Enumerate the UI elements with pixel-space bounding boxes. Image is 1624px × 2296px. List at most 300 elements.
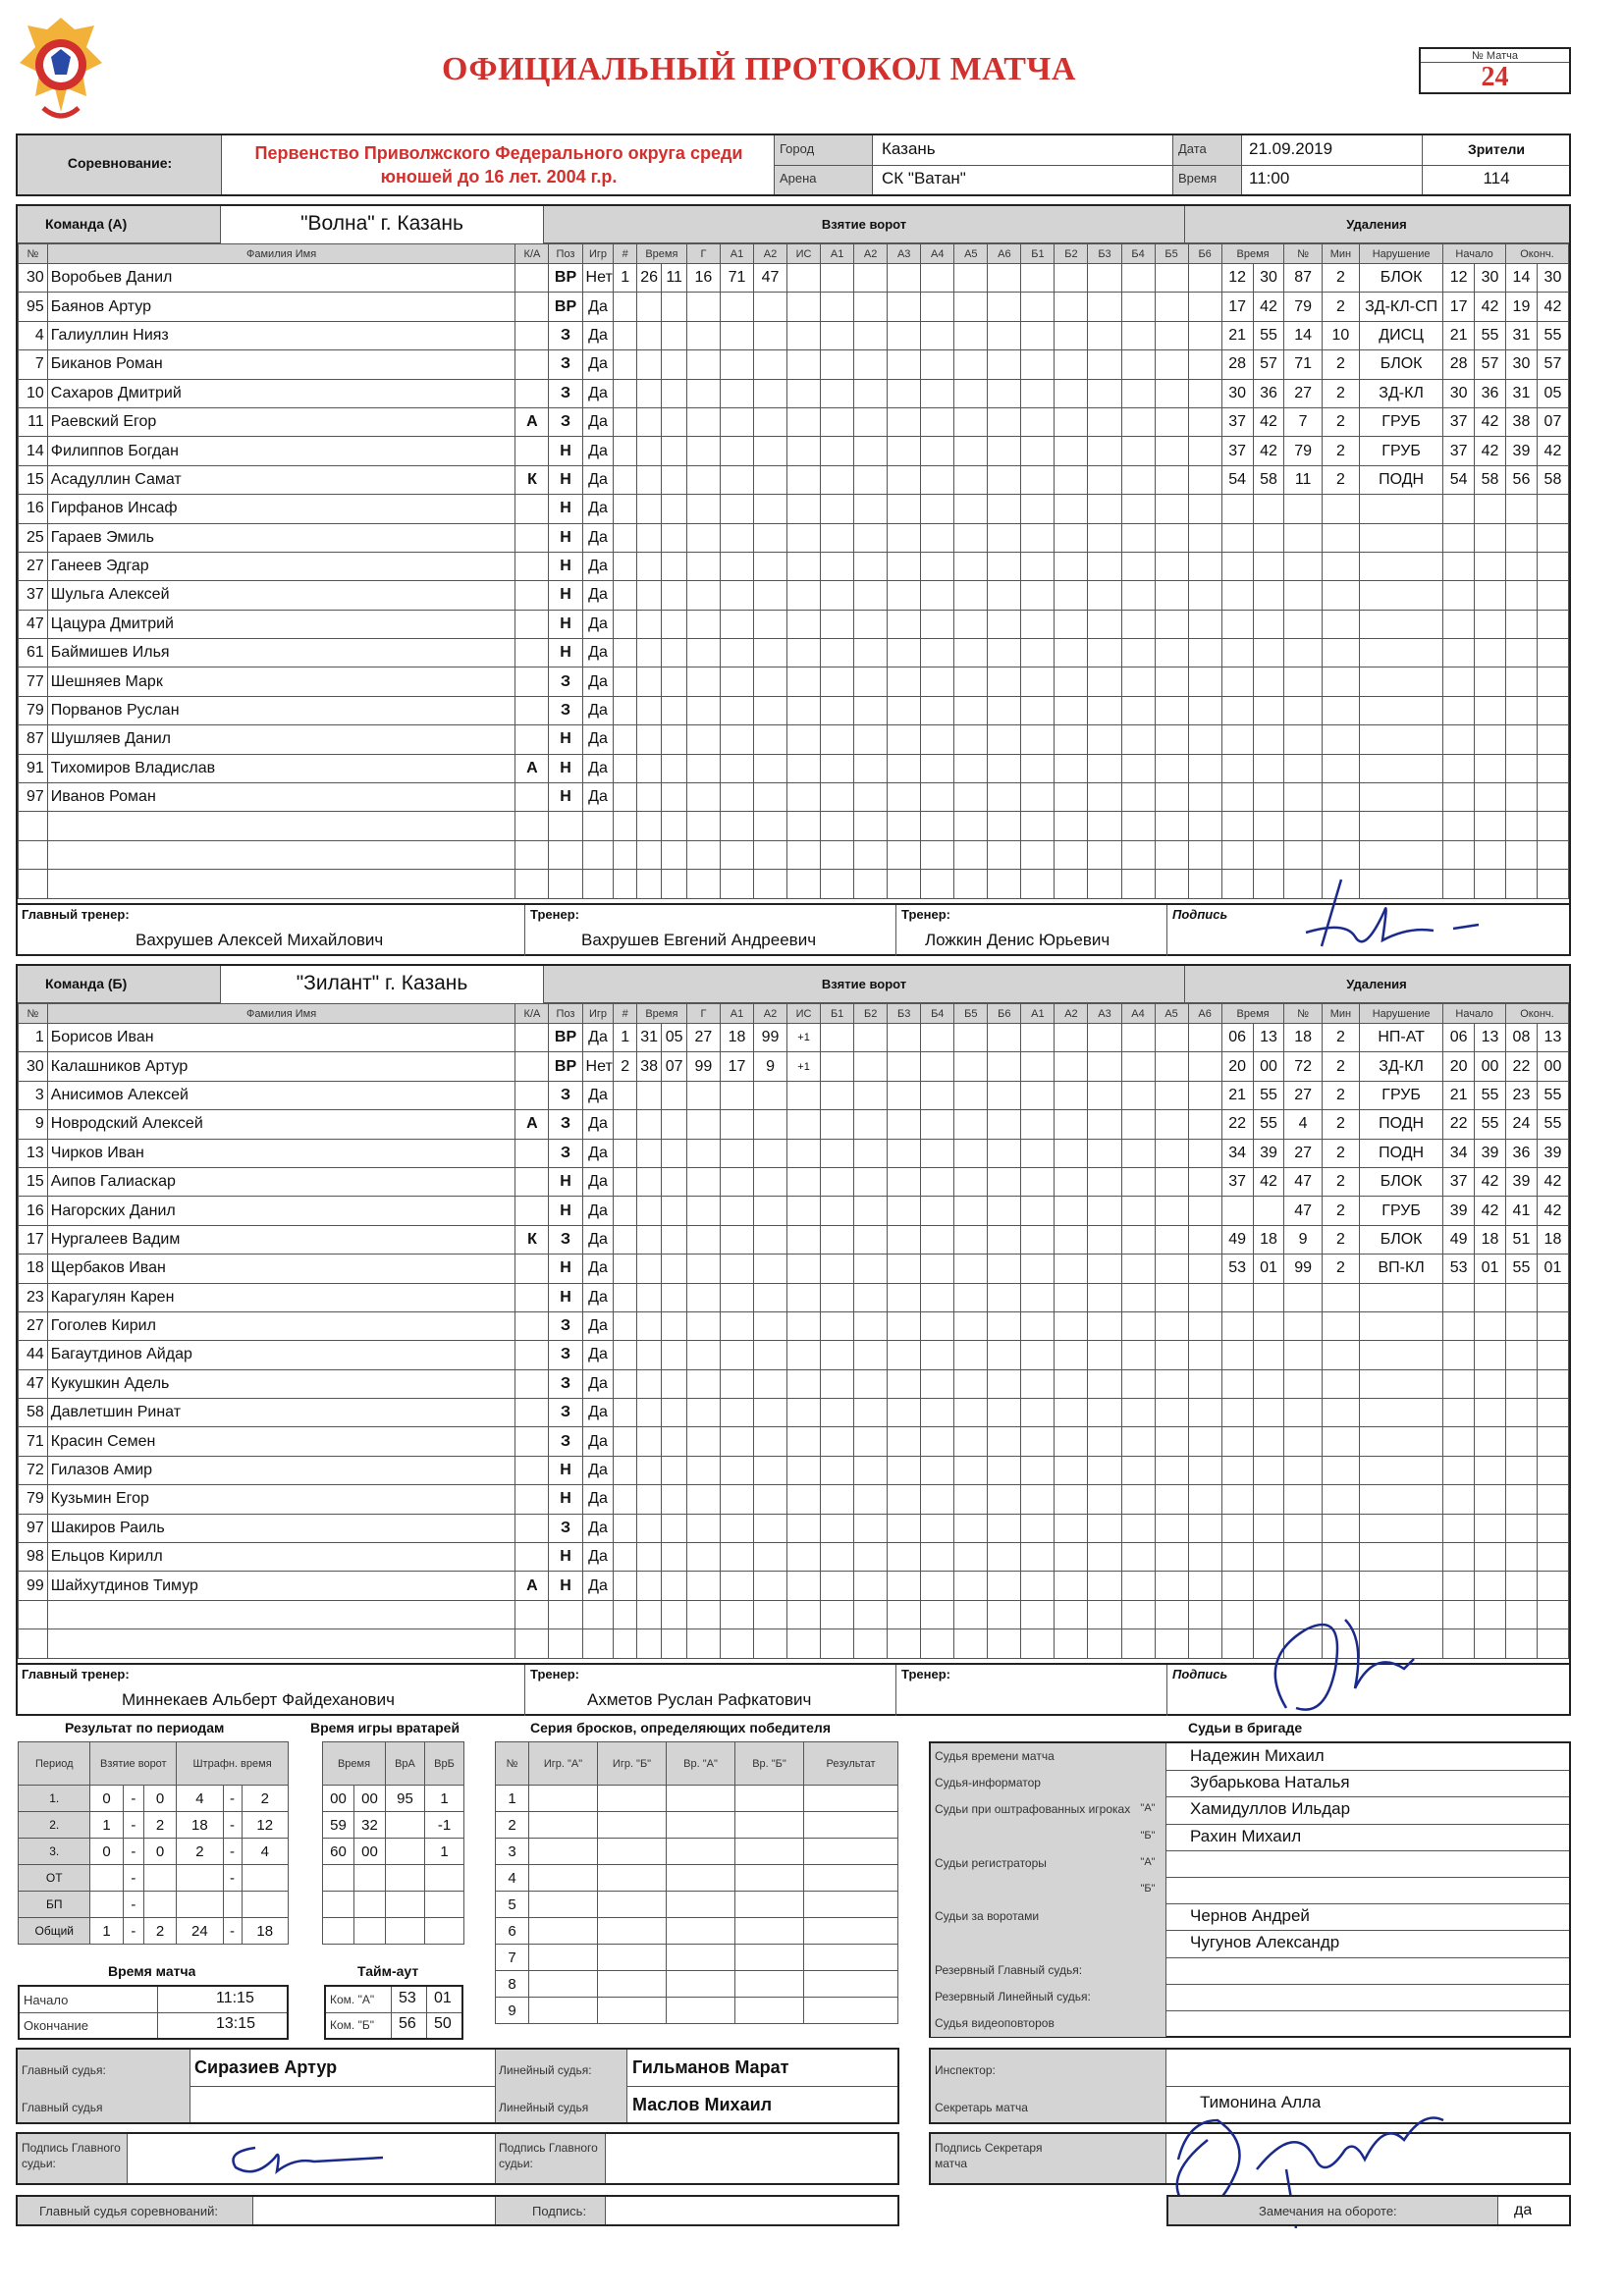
penalty-cell — [1360, 495, 1443, 523]
penalty-cell: ВП-КЛ — [1360, 1255, 1443, 1283]
secretary-label: Секретарь матча — [935, 2101, 1028, 2114]
goal-cell — [614, 437, 636, 465]
goal-cell — [614, 1225, 636, 1254]
goal-cell — [1055, 1024, 1088, 1052]
penalty-cell — [1284, 1369, 1322, 1398]
player-number: 99 — [19, 1572, 48, 1600]
player-number: 1 — [19, 1024, 48, 1052]
penalty-cell — [1360, 1572, 1443, 1600]
player-name: Шушляев Данил — [47, 725, 515, 754]
player-captain — [515, 1167, 549, 1196]
penalty-cell: 30 — [1506, 350, 1538, 379]
player-captain — [515, 1024, 549, 1052]
team-b-name: "Зилант" г. Казань — [296, 972, 468, 994]
penalty-cell — [1443, 495, 1475, 523]
team-b-goals-title: Взятие ворот — [821, 977, 907, 991]
shootout-cell — [598, 1945, 667, 1971]
goal-cell — [787, 1369, 821, 1398]
goal-cell — [921, 1225, 954, 1254]
goal-cell — [1121, 870, 1155, 898]
goal-cell — [662, 407, 687, 436]
team-a-label: Команда (А) — [45, 216, 128, 232]
goal-cell — [614, 581, 636, 610]
period-row — [19, 1812, 289, 1839]
player-number: 17 — [19, 1225, 48, 1254]
penalty-cell — [1322, 754, 1359, 782]
goal-cell — [954, 1024, 988, 1052]
player-row — [19, 696, 1569, 724]
player-position: Н — [549, 783, 582, 812]
penalty-cell: 28 — [1443, 350, 1475, 379]
goal-cell — [662, 350, 687, 379]
goal-cell — [954, 1629, 988, 1658]
player-position: З — [549, 1225, 582, 1254]
goal-cell — [1121, 523, 1155, 552]
period-cell: - — [223, 1839, 242, 1865]
goal-cell — [888, 1369, 921, 1398]
player-played: Нет — [582, 1052, 614, 1081]
player-captain — [515, 495, 549, 523]
player-captain — [515, 1600, 549, 1629]
goal-cell — [1188, 1629, 1221, 1658]
goal-cell — [686, 1572, 720, 1600]
goal-col-header: А6 — [1188, 1004, 1221, 1024]
penalty-cell — [1475, 1485, 1506, 1514]
goal-cell — [821, 1139, 854, 1167]
goal-cell — [988, 1629, 1021, 1658]
team-b-penalties-title: Удаления — [1346, 977, 1407, 991]
main-ref-label: Главный судья: — [22, 2063, 106, 2077]
penalty-cell: 72 — [1284, 1052, 1322, 1081]
period-cell: 12 — [242, 1812, 288, 1839]
player-number — [19, 840, 48, 869]
goalie-cell — [425, 1865, 464, 1892]
player-name: Баянов Артур — [47, 293, 515, 321]
goal-cell — [662, 552, 687, 580]
goal-cell — [1188, 812, 1221, 840]
goal-cell — [988, 1167, 1021, 1196]
team-b-signature-label: Подпись — [1172, 1667, 1228, 1682]
goal-cell — [821, 725, 854, 754]
goal-cell — [1021, 465, 1055, 494]
penalty-cell: 37 — [1221, 1167, 1253, 1196]
goal-cell — [1055, 465, 1088, 494]
player-number: 15 — [19, 465, 48, 494]
penalty-cell — [1506, 523, 1538, 552]
goal-cell — [1155, 495, 1188, 523]
player-number: 47 — [19, 1369, 48, 1398]
player-position: Н — [549, 1543, 582, 1572]
goal-cell — [888, 1456, 921, 1484]
goal-cell — [1055, 812, 1088, 840]
player-name: Нургалеев Вадим — [47, 1225, 515, 1254]
goal-col-header: А4 — [921, 244, 954, 264]
goal-cell — [614, 1456, 636, 1484]
penalty-cell — [1322, 1427, 1359, 1456]
goal-cell — [1021, 1514, 1055, 1542]
penalty-cell: ПОДН — [1360, 1139, 1443, 1167]
goal-cell — [720, 1572, 753, 1600]
penalty-cell: 58 — [1253, 465, 1284, 494]
goal-cell — [1021, 1543, 1055, 1572]
goal-cell — [720, 1399, 753, 1427]
player-name: Галиуллин Нияз — [47, 321, 515, 349]
goal-cell — [1121, 1052, 1155, 1081]
player-number: 98 — [19, 1543, 48, 1572]
player-played: Да — [582, 437, 614, 465]
goal-col-header: А1 — [720, 1004, 753, 1024]
shootout-cell — [529, 1998, 598, 2024]
penalty-cell: 2 — [1322, 379, 1359, 407]
goal-cell — [1155, 1283, 1188, 1311]
player-captain — [515, 1369, 549, 1398]
shootout-number: 3 — [496, 1839, 529, 1865]
goal-cell — [821, 754, 854, 782]
goal-col-header: Б3 — [1088, 244, 1121, 264]
player-row — [19, 1427, 1569, 1456]
penalty-cell — [1537, 1341, 1568, 1369]
penalty-cell — [1360, 1311, 1443, 1340]
penalty-cell: 10 — [1322, 321, 1359, 349]
goal-cell — [854, 1081, 888, 1109]
shootout-row — [496, 1839, 898, 1865]
goal-cell — [854, 1341, 888, 1369]
goal-cell — [754, 667, 787, 696]
goal-cell — [988, 667, 1021, 696]
goal-cell — [754, 465, 787, 494]
player-played: Да — [582, 1197, 614, 1225]
goal-cell — [1155, 667, 1188, 696]
goal-cell — [662, 812, 687, 840]
goal-cell — [954, 1485, 988, 1514]
penalty-cell — [1322, 1572, 1359, 1600]
goal-cell — [1021, 1167, 1055, 1196]
player-number: 87 — [19, 725, 48, 754]
player-number: 30 — [19, 264, 48, 293]
goal-cell — [787, 1514, 821, 1542]
goal-cell — [662, 870, 687, 898]
penalty-cell: 42 — [1253, 437, 1284, 465]
goal-cell — [888, 321, 921, 349]
player-played: Да — [582, 379, 614, 407]
period-cell — [177, 1892, 223, 1918]
time-label: Время — [1178, 171, 1218, 186]
penalty-cell — [1506, 725, 1538, 754]
player-played: Да — [582, 523, 614, 552]
penalty-cell — [1537, 1572, 1568, 1600]
shootout-row — [496, 1812, 898, 1839]
goal-cell — [1155, 1514, 1188, 1542]
penalty-cell — [1475, 552, 1506, 580]
goal-cell — [720, 437, 753, 465]
penalty-cell — [1221, 754, 1253, 782]
penalty-cell: 54 — [1443, 465, 1475, 494]
goal-cell — [1088, 1110, 1121, 1139]
penalty-cell: 49 — [1443, 1225, 1475, 1254]
goal-cell — [1121, 1139, 1155, 1167]
penalty-cell: 11 — [1284, 465, 1322, 494]
penalty-cell — [1537, 1456, 1568, 1484]
goal-cell — [754, 1485, 787, 1514]
secretary: Тимонина Алла — [1200, 2093, 1322, 2111]
goal-cell — [1055, 523, 1088, 552]
penalty-cell — [1537, 725, 1568, 754]
goal-cell — [720, 350, 753, 379]
goalies-col-header: ВрБ — [425, 1742, 464, 1786]
goal-cell — [1155, 552, 1188, 580]
goal-cell — [787, 465, 821, 494]
penalty-cell — [1537, 1600, 1568, 1629]
player-name: Баймишев Илья — [47, 639, 515, 667]
goal-cell — [954, 754, 988, 782]
goal-cell — [1188, 696, 1221, 724]
player-name: Карагулян Карен — [47, 1283, 515, 1311]
penalty-cell — [1221, 523, 1253, 552]
goal-cell — [787, 1427, 821, 1456]
penalty-cell — [1443, 840, 1475, 869]
shootout-cell — [667, 1892, 735, 1918]
player-name: Сахаров Дмитрий — [47, 379, 515, 407]
goal-cell — [787, 407, 821, 436]
player-row — [19, 1081, 1569, 1109]
match-start-label: Начало — [24, 1993, 69, 2007]
penalty-cell — [1221, 1341, 1253, 1369]
goal-cell — [1155, 350, 1188, 379]
time-value: 11:00 — [1249, 169, 1290, 187]
goal-cell — [1121, 1572, 1155, 1600]
penalty-cell: 01 — [1475, 1255, 1506, 1283]
penalty-cell — [1322, 1543, 1359, 1572]
shootout-row — [496, 1971, 898, 1998]
goalie-cell — [323, 1892, 354, 1918]
goal-cell — [1021, 870, 1055, 898]
goal-cell — [720, 1369, 753, 1398]
goal-cell — [854, 840, 888, 869]
goal-cell — [921, 725, 954, 754]
player-row — [19, 1341, 1569, 1369]
goal-cell — [888, 1197, 921, 1225]
penalty-cell — [1360, 581, 1443, 610]
penalty-cell: ПОДН — [1360, 1110, 1443, 1139]
goal-cell — [988, 1283, 1021, 1311]
goal-cell — [686, 696, 720, 724]
goal-cell — [1188, 293, 1221, 321]
penalty-cell: 12 — [1443, 264, 1475, 293]
player-number: 27 — [19, 552, 48, 580]
goal-cell — [821, 465, 854, 494]
penalty-cell — [1360, 1456, 1443, 1484]
penalty-cell: 06 — [1443, 1024, 1475, 1052]
goal-cell — [888, 1427, 921, 1456]
goal-cell — [662, 1600, 687, 1629]
goal-cell — [754, 1255, 787, 1283]
goal-cell — [1055, 1485, 1088, 1514]
player-captain — [515, 667, 549, 696]
player-name: Кукушкин Адель — [47, 1369, 515, 1398]
player-captain — [515, 379, 549, 407]
player-captain — [515, 1311, 549, 1340]
official-label: Резервный Линейный судья: — [931, 1984, 1166, 2010]
main-ref: Сиразиев Артур — [194, 2057, 338, 2077]
goal-cell — [854, 1543, 888, 1572]
goal-cell — [686, 1341, 720, 1369]
goal-cell — [636, 812, 662, 840]
goal-cell — [988, 639, 1021, 667]
official-name: Чернов Андрей — [1190, 1906, 1310, 1926]
goal-cell: 71 — [720, 264, 753, 293]
goal-cell — [954, 1514, 988, 1542]
goal-cell — [1155, 1024, 1188, 1052]
goal-cell — [921, 1283, 954, 1311]
penalty-cell: 13 — [1537, 1024, 1568, 1052]
player-row — [19, 639, 1569, 667]
official-tag: "Б" — [1140, 1829, 1156, 1842]
goal-cell — [686, 293, 720, 321]
goal-cell — [1055, 350, 1088, 379]
shootout-cell — [735, 1971, 804, 1998]
goal-cell — [1021, 1399, 1055, 1427]
goal-cell — [1055, 667, 1088, 696]
goal-cell — [787, 1311, 821, 1340]
goal-cell — [720, 1283, 753, 1311]
penalty-cell: 37 — [1443, 407, 1475, 436]
goal-cell — [686, 1255, 720, 1283]
goal-cell — [821, 610, 854, 638]
penalty-cell — [1284, 1543, 1322, 1572]
goal-cell — [787, 725, 821, 754]
goal-cell — [1088, 1485, 1121, 1514]
goal-cell — [921, 1399, 954, 1427]
goal-cell — [754, 1514, 787, 1542]
goal-cell — [1088, 1139, 1121, 1167]
goal-cell — [636, 1369, 662, 1398]
player-position: Н — [549, 581, 582, 610]
penalty-cell — [1475, 1572, 1506, 1600]
goal-cell — [686, 379, 720, 407]
goalie-cell — [323, 1918, 354, 1945]
penalty-cell — [1506, 667, 1538, 696]
goal-cell — [720, 870, 753, 898]
sig-line-ref-label: Подпись Главного судьи: — [499, 2141, 598, 2170]
goal-cell — [954, 1255, 988, 1283]
goal-cell — [636, 639, 662, 667]
goal-cell — [921, 437, 954, 465]
goal-cell — [854, 812, 888, 840]
shootout-number: 4 — [496, 1865, 529, 1892]
penalty-cell: 2 — [1322, 1197, 1359, 1225]
penalty-cell — [1253, 1514, 1284, 1542]
goal-cell — [787, 639, 821, 667]
penalty-cell — [1443, 1456, 1475, 1484]
penalty-cell — [1284, 696, 1322, 724]
goal-cell — [754, 379, 787, 407]
player-captain — [515, 696, 549, 724]
officials-box — [929, 1741, 1571, 2038]
goal-cell — [821, 840, 854, 869]
player-number: 3 — [19, 1081, 48, 1109]
player-captain: К — [515, 1225, 549, 1254]
penalty-col-header: Время — [1221, 1004, 1284, 1024]
goal-cell — [614, 321, 636, 349]
player-position: З — [549, 1139, 582, 1167]
goal-cell — [1055, 293, 1088, 321]
shootout-cell — [529, 1786, 598, 1812]
goal-cell — [1088, 1225, 1121, 1254]
goal-cell — [1055, 1572, 1088, 1600]
goal-cell — [720, 379, 753, 407]
penalty-cell — [1221, 870, 1253, 898]
player-number: 77 — [19, 667, 48, 696]
goal-col-header: # — [614, 244, 636, 264]
penalty-cell: 55 — [1475, 1110, 1506, 1139]
penalty-cell: 57 — [1475, 350, 1506, 379]
player-number — [19, 1629, 48, 1658]
player-name: Биканов Роман — [47, 350, 515, 379]
penalty-cell — [1506, 1485, 1538, 1514]
penalty-cell — [1253, 581, 1284, 610]
goal-cell — [787, 1341, 821, 1369]
official-tag: "А" — [1140, 1855, 1156, 1868]
goal-cell: +1 — [787, 1052, 821, 1081]
goal-col-header: А2 — [854, 244, 888, 264]
goal-cell — [720, 407, 753, 436]
goal-cell — [686, 1427, 720, 1456]
goal-cell — [1021, 639, 1055, 667]
goal-cell — [1155, 1167, 1188, 1196]
goal-cell — [754, 1311, 787, 1340]
shootout-number: 8 — [496, 1971, 529, 1998]
goal-cell — [754, 1456, 787, 1484]
penalty-cell: 21 — [1443, 321, 1475, 349]
goal-cell — [988, 610, 1021, 638]
goal-cell — [954, 1543, 988, 1572]
goal-cell — [787, 667, 821, 696]
goal-cell — [1155, 407, 1188, 436]
player-captain — [515, 840, 549, 869]
penalty-cell — [1221, 667, 1253, 696]
period-cell: 2. — [19, 1812, 90, 1839]
goal-cell — [720, 754, 753, 782]
player-row — [19, 1369, 1569, 1398]
goal-cell — [662, 1197, 687, 1225]
goal-cell — [888, 350, 921, 379]
penalty-cell — [1443, 783, 1475, 812]
penalty-cell: 36 — [1253, 379, 1284, 407]
goal-cell — [954, 1081, 988, 1109]
player-row — [19, 495, 1569, 523]
goal-cell — [1155, 1255, 1188, 1283]
player-col-header: Игр — [582, 1004, 614, 1024]
goal-col-header: Б2 — [1055, 244, 1088, 264]
penalty-cell: 13 — [1253, 1024, 1284, 1052]
goal-cell — [954, 437, 988, 465]
penalty-cell — [1284, 1572, 1322, 1600]
penalty-cell: 30 — [1443, 379, 1475, 407]
goal-cell — [1055, 1341, 1088, 1369]
penalty-cell: 39 — [1537, 1139, 1568, 1167]
penalty-cell — [1253, 754, 1284, 782]
penalty-cell — [1322, 1283, 1359, 1311]
goal-cell — [854, 1456, 888, 1484]
penalty-cell: БЛОК — [1360, 350, 1443, 379]
penalty-cell: 34 — [1221, 1139, 1253, 1167]
goal-cell — [888, 264, 921, 293]
goal-cell — [686, 1110, 720, 1139]
player-number — [19, 812, 48, 840]
remarks-box — [1166, 2195, 1571, 2226]
goal-cell — [1055, 1514, 1088, 1542]
penalty-cell — [1322, 1311, 1359, 1340]
